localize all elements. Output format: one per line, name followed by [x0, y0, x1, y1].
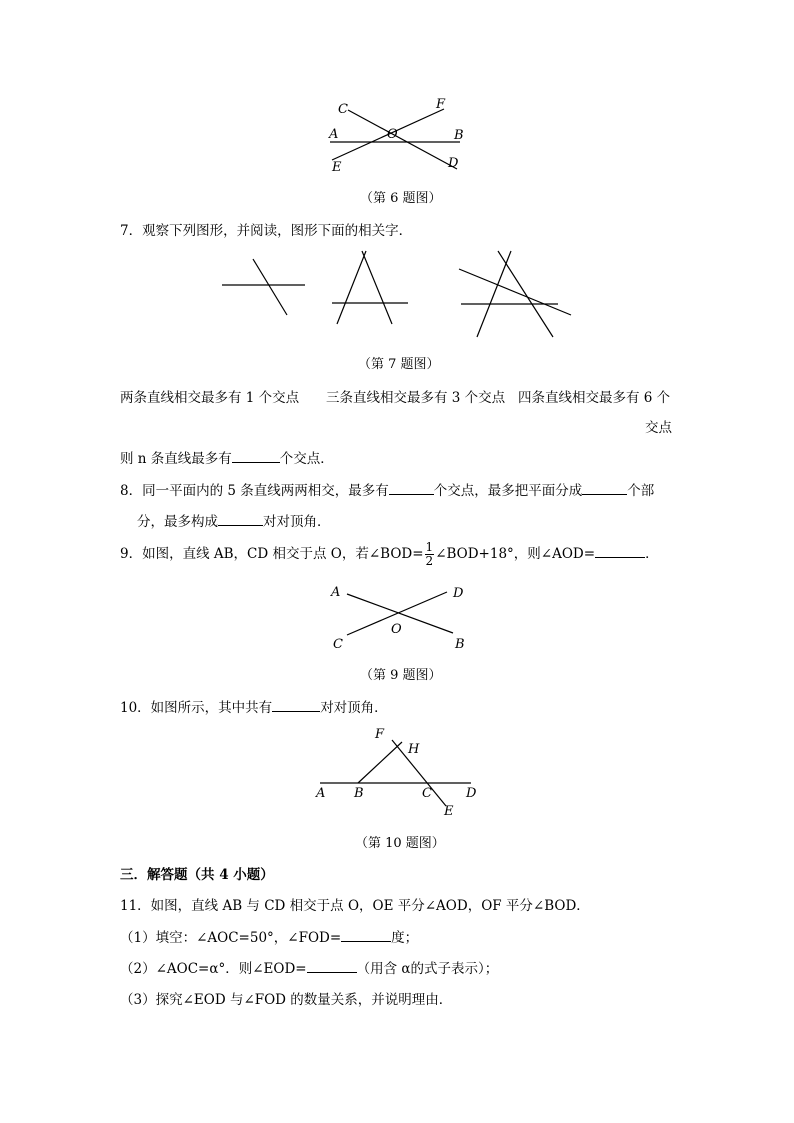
figure-6 [320, 95, 480, 180]
figure-9-diagram [325, 580, 475, 655]
label-c: C [422, 786, 432, 801]
q9-frac-num: 1 [425, 540, 434, 554]
question-10-text [120, 696, 388, 716]
question-8-line2 [137, 510, 331, 530]
q11-p2-post: （用含 α的式子表示）； [356, 961, 499, 977]
question-7-desc-four-lines-cont: 交点 [645, 420, 672, 436]
label-f: F [375, 727, 385, 742]
q9-pre: 9．如图，直线 AB，CD 相交于点 O，若∠BOD= [120, 546, 424, 562]
figure-7-caption: （第 7 题图） [358, 357, 440, 372]
q11-p1-blank[interactable] [341, 929, 391, 942]
question-7-desc-two-lines: 两条直线相交最多有 1 个交点 [120, 390, 300, 406]
q10-pre: 10．如图所示，其中共有 [120, 700, 273, 716]
figure-7-diagram [215, 245, 585, 345]
q9-frac-den: 2 [425, 554, 434, 568]
question-8-line1 [120, 479, 654, 499]
label-b: B [354, 786, 364, 801]
fig7-four-lines-right [498, 251, 553, 337]
question-11-part2 [120, 957, 498, 977]
figure-9 [325, 580, 475, 655]
q9-post: ． [645, 546, 659, 562]
figure-10-caption: （第 10 题图） [355, 836, 445, 851]
label-b: B [455, 637, 465, 652]
q10-answer-blank[interactable] [272, 699, 320, 712]
figure-9-caption: （第 9 题图） [360, 668, 442, 683]
figure-7 [215, 245, 585, 345]
q11-p2-blank[interactable] [307, 960, 357, 973]
label-a: A [329, 127, 339, 142]
q10-post: 对对顶角． [320, 700, 388, 716]
label-e: E [444, 804, 454, 819]
figure-10 [310, 722, 490, 822]
q9-answer-blank[interactable] [595, 545, 645, 558]
line-cd [348, 110, 457, 169]
line-bf [358, 742, 402, 783]
label-b: B [454, 128, 464, 143]
question-7-ask [120, 447, 334, 467]
q8-line2-post: 对对顶角． [263, 514, 331, 530]
q11-p1-pre: （1）填空：∠AOC=50°，∠FOD= [120, 930, 342, 946]
label-f: F [436, 97, 446, 112]
fig7-two-lines-slant [253, 259, 287, 315]
q8-mid1: 个交点，最多把平面分成 [433, 483, 583, 499]
q7-ask-pre: 则 n 条直线最多有 [120, 451, 232, 467]
label-o: O [387, 127, 398, 142]
fig7-four-lines-long-slant [459, 269, 571, 315]
question-7-text: 7．观察下列图形，并阅读，图形下面的相关字． [120, 223, 413, 239]
question-11-part1 [120, 926, 418, 946]
label-h: H [408, 742, 420, 757]
q8-line2-pre: 分，最多构成 [137, 514, 218, 530]
label-c: C [338, 102, 348, 117]
label-a: A [331, 585, 341, 600]
q8-blank-regions[interactable] [582, 482, 627, 495]
section-3-title: 三．解答题（共 4 小题） [120, 867, 274, 883]
question-11-part3: （3）探究∠EOD 与∠FOD 的数量关系，并说明理由． [120, 992, 453, 1008]
question-11-text: 11．如图，直线 AB 与 CD 相交于点 O，OE 平分∠AOD，OF 平分∠BOD． [120, 898, 590, 914]
label-d: D [448, 156, 459, 171]
q11-p1-post: 度； [391, 930, 419, 946]
question-9-text [120, 541, 659, 568]
label-e: E [332, 160, 342, 175]
q8-blank-points[interactable] [389, 482, 434, 495]
q11-p2-pre: （2）∠AOC=α°．则∠EOD= [120, 961, 307, 977]
label-d: D [466, 786, 477, 801]
figure-6-diagram [320, 95, 480, 180]
question-7-desc-four-lines: 四条直线相交最多有 6 个 [518, 390, 671, 406]
label-d: D [453, 586, 464, 601]
q8-mid2: 个部 [627, 483, 655, 499]
figure-10-diagram [310, 722, 490, 822]
label-c: C [333, 637, 343, 652]
figure-6-caption: （第 6 题图） [360, 191, 442, 206]
label-a: A [316, 786, 326, 801]
q9-fraction [425, 541, 435, 568]
q8-blank-angles[interactable] [218, 513, 263, 526]
fig7-three-lines-right [362, 251, 392, 324]
label-o: O [391, 622, 402, 637]
q7-ask-post: 个交点． [279, 451, 334, 467]
q7-answer-blank[interactable] [232, 450, 280, 463]
q9-mid: ∠BOD+18°，则∠AOD= [435, 546, 596, 562]
question-7-desc-three-lines: 三条直线相交最多有 3 个交点 [326, 390, 506, 406]
fig7-three-lines-left [337, 251, 366, 324]
q8-pre: 8．同一平面内的 5 条直线两两相交，最多有 [120, 483, 389, 499]
